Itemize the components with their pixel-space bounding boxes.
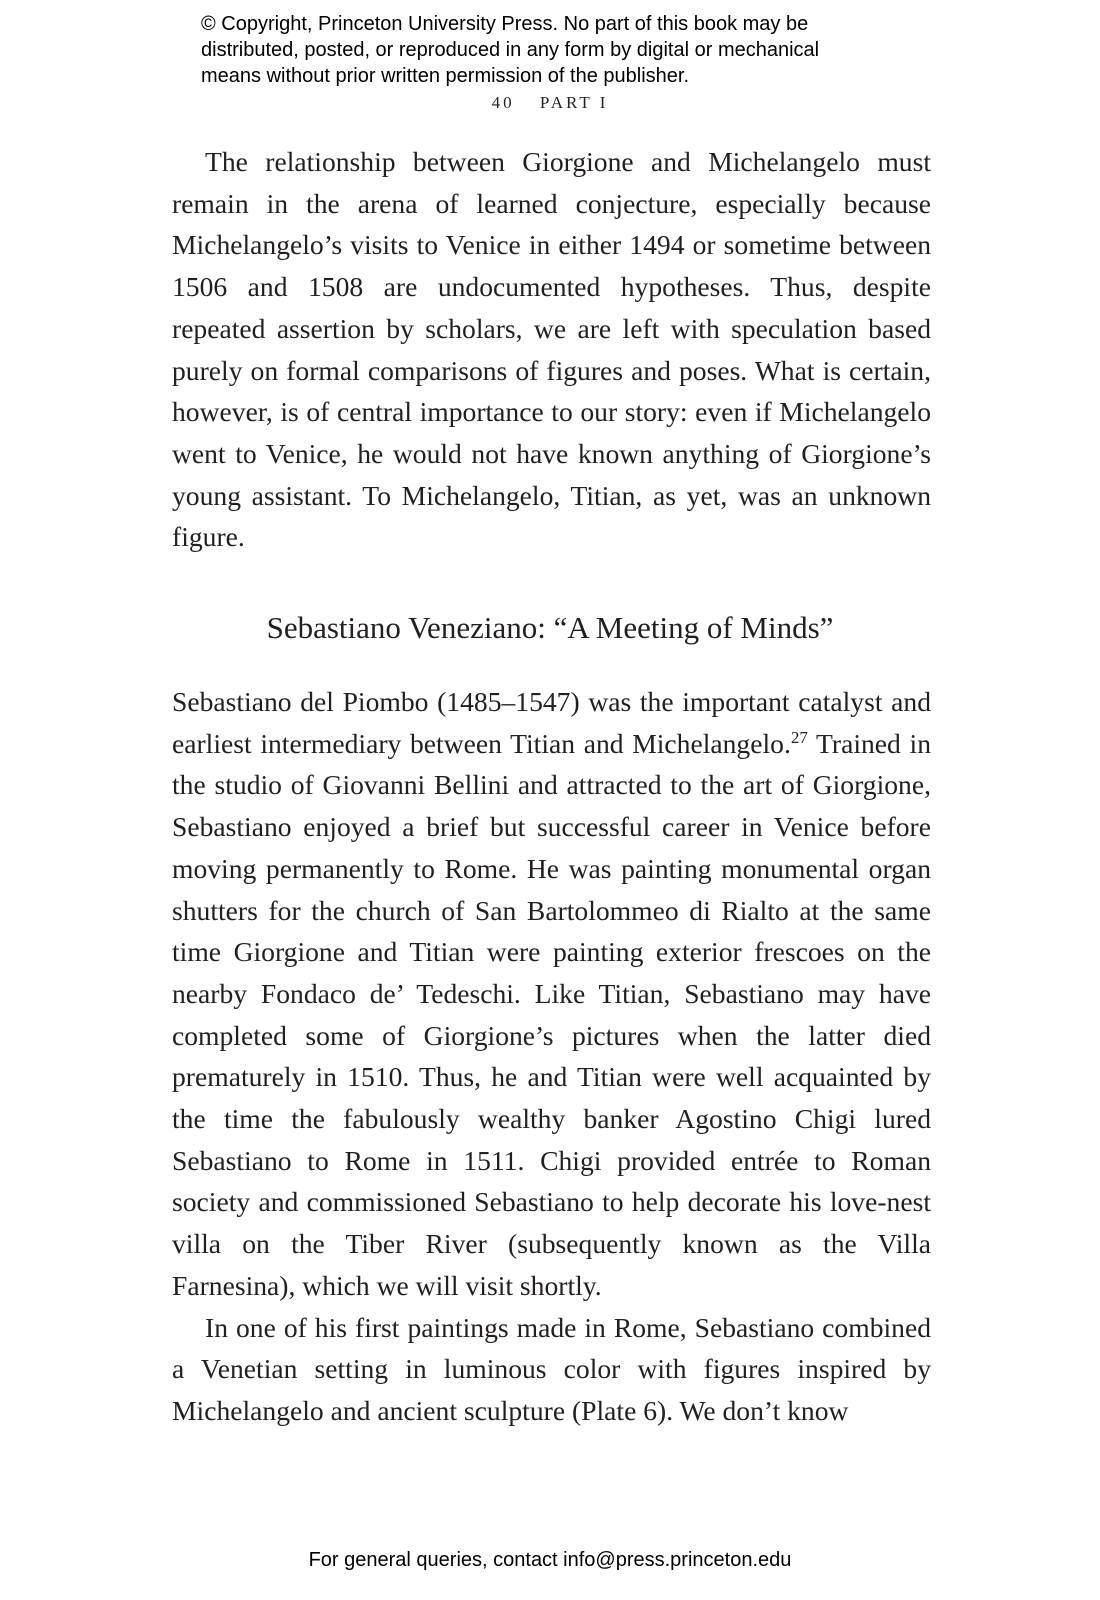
section-heading: Sebastiano Veneziano: “A Meeting of Minds”	[266, 610, 834, 645]
running-head	[0, 93, 1100, 113]
paragraph-text: Sebastiano del Piombo (1485–1547) was the important catalyst and earliest intermediary between Titian and Michelangelo.	[172, 686, 931, 759]
copyright-line: distributed, posted, or reproduced in any form by digital or mechanical	[201, 39, 820, 61]
paragraph-text: Trained in the studio of Giovanni Bellini and attracted to the art of Giorgione, Sebastiano enjoyed a brief but successful career in Venice before moving permanently to Rome. He was painting monumental organ shutters for the church of San Bartolommeo di Rialto at the same time Giorgione and Titian were painting exterior frescoes on the nearby Fondaco de’ Tedeschi. Like Titian, Sebastiano may have completed some of Giorgione’s pictures when the latter died prematurely in 1510. Thus, he and Titian were well acquainted by the time the fabulously wealthy banker Agostino Chigi lured Sebastiano to Rome in 1511. Chigi provided entrée to Roman society and commissioned Sebastiano to help decorate his love-nest villa on the Tiber River (subsequently known as the Villa Farnesina), which we will visit shortly.	[172, 727, 931, 1301]
body-text-section-2	[172, 681, 931, 1432]
page-number: 40	[491, 93, 515, 112]
copyright-notice	[201, 11, 921, 89]
copyright-line: means without prior written permission of the publisher.	[201, 65, 690, 87]
body-text-section-1	[172, 141, 931, 558]
paragraph	[172, 681, 931, 1307]
footer-contact: For general queries, contact info@press.princeton.edu	[308, 1549, 792, 1571]
section-label: PART I	[539, 93, 609, 112]
copyright-line: © Copyright, Princeton University Press. No part of this book may be	[201, 13, 809, 35]
paragraph: In one of his first paintings made in Rome, Sebastiano combined a Venetian setting in luminous color with figures inspired by Michelangelo and ancient sculpture (Plate 6). We don’t know	[172, 1311, 931, 1426]
footnote-reference[interactable]: 27	[790, 727, 808, 747]
paragraph: The relationship between Giorgione and Michelangelo must remain in the arena of learned conjecture, especially because Michelangelo’s visits to Venice in either 1494 or sometime between 1506 and 1508 are undocumented hypotheses. Thus, despite repeated assertion by scholars, we are left with speculation based purely on formal comparisons of figures and poses. What is certain, however, is of central importance to our story: even if Michelangelo went to Venice, he would not have known anything of Giorgione’s young assistant. To Michelangelo, Titian, as yet, was an unknown figure.	[172, 146, 931, 553]
